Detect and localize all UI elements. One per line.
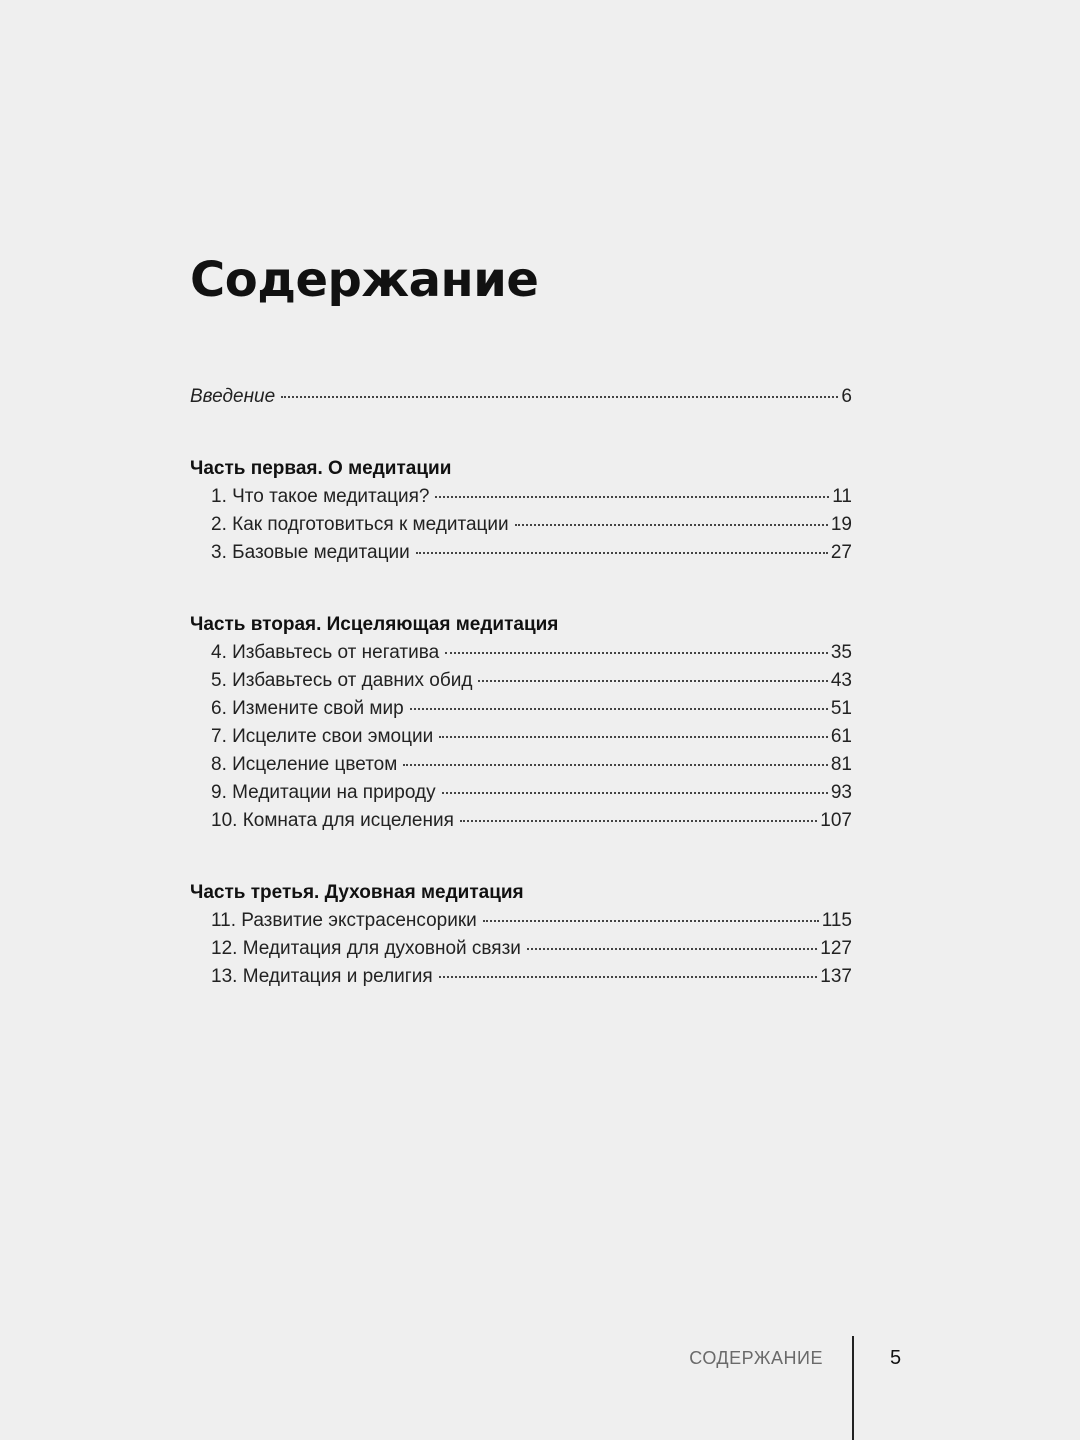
- toc-entry-title: 2. Как подготовиться к медитации: [211, 514, 509, 535]
- toc-entry-title: 4. Избавьтесь от негатива: [211, 642, 440, 663]
- toc-entry-page: 35: [830, 642, 852, 663]
- dot-leader: [460, 820, 817, 822]
- running-head: СОДЕРЖАНИЕ: [689, 1348, 823, 1368]
- toc-entry-chapter: [190, 935, 852, 963]
- toc-entry-title: 10. Комната для исцеления: [211, 810, 454, 831]
- toc-entry-page: 11: [832, 486, 852, 507]
- table-of-contents: [190, 383, 852, 991]
- dot-leader: [410, 708, 828, 710]
- dot-leader: [527, 948, 817, 950]
- toc-entry-chapter: [190, 751, 852, 779]
- toc-entry-title: 8. Исцеление цветом: [211, 754, 398, 775]
- toc-entry-page: 6: [841, 386, 852, 407]
- toc-entry-page: 127: [820, 938, 852, 959]
- toc-entry-page: 61: [830, 726, 852, 747]
- toc-entry-page: 115: [821, 910, 852, 931]
- toc-entry-chapter: [190, 779, 852, 807]
- toc-entry-chapter: [190, 483, 852, 511]
- toc-entry-title: 13. Медитация и религия: [211, 966, 433, 987]
- dot-leader: [439, 976, 818, 978]
- dot-leader: [403, 764, 828, 766]
- toc-entry-chapter: [190, 907, 852, 935]
- dot-leader: [439, 736, 828, 738]
- toc-entry-page: 19: [830, 514, 852, 535]
- dot-leader: [442, 792, 828, 794]
- toc-entry-page: 81: [830, 754, 852, 775]
- page-title: Содержание: [190, 252, 539, 308]
- toc-entry-page: 137: [820, 966, 852, 987]
- toc-entry-page: 51: [830, 698, 852, 719]
- toc-entry-intro: [190, 383, 852, 411]
- dot-leader: [515, 524, 828, 526]
- toc-entry-page: 43: [830, 670, 852, 691]
- toc-part-3: [190, 879, 852, 991]
- toc-entry-chapter: [190, 511, 852, 539]
- toc-entry-page: 27: [830, 542, 852, 563]
- toc-part-2: [190, 611, 852, 835]
- part-heading: Часть третья. Духовная медитация: [190, 882, 524, 903]
- toc-entry-title: 7. Исцелите свои эмоции: [211, 726, 434, 747]
- dot-leader: [445, 652, 828, 654]
- toc-entry-title: 6. Измените свой мир: [211, 698, 404, 719]
- toc-entry-chapter: [190, 639, 852, 667]
- toc-entry-title: 5. Избавьтесь от давних обид: [211, 670, 473, 691]
- toc-entry-chapter: [190, 539, 852, 567]
- toc-entry-chapter: [190, 807, 852, 835]
- toc-entry-chapter: [190, 667, 852, 695]
- toc-entry-chapter: [190, 963, 852, 991]
- toc-entry-page: 93: [830, 782, 852, 803]
- toc-entry-page: 107: [820, 810, 852, 831]
- toc-part-1: [190, 455, 852, 567]
- toc-entry-title: Введение: [190, 386, 276, 407]
- toc-entry-title: 12. Медитация для духовной связи: [211, 938, 521, 959]
- toc-entry-title: 11. Развитие экстрасенсорики: [211, 910, 477, 931]
- dot-leader: [483, 920, 819, 922]
- dot-leader: [435, 496, 829, 498]
- part-heading: Часть первая. О медитации: [190, 458, 452, 479]
- page-number: 5: [890, 1347, 902, 1369]
- dot-leader: [478, 680, 827, 682]
- dot-leader: [281, 396, 838, 398]
- toc-entry-title: 3. Базовые медитации: [211, 542, 410, 563]
- part-heading: Часть вторая. Исцеляющая медитация: [190, 614, 559, 635]
- toc-entry-title: 9. Медитации на природу: [211, 782, 436, 803]
- toc-entry-title: 1. Что такое медитация?: [211, 486, 430, 507]
- toc-entry-chapter: [190, 695, 852, 723]
- footer-divider: [852, 1336, 854, 1440]
- toc-entry-chapter: [190, 723, 852, 751]
- dot-leader: [416, 552, 828, 554]
